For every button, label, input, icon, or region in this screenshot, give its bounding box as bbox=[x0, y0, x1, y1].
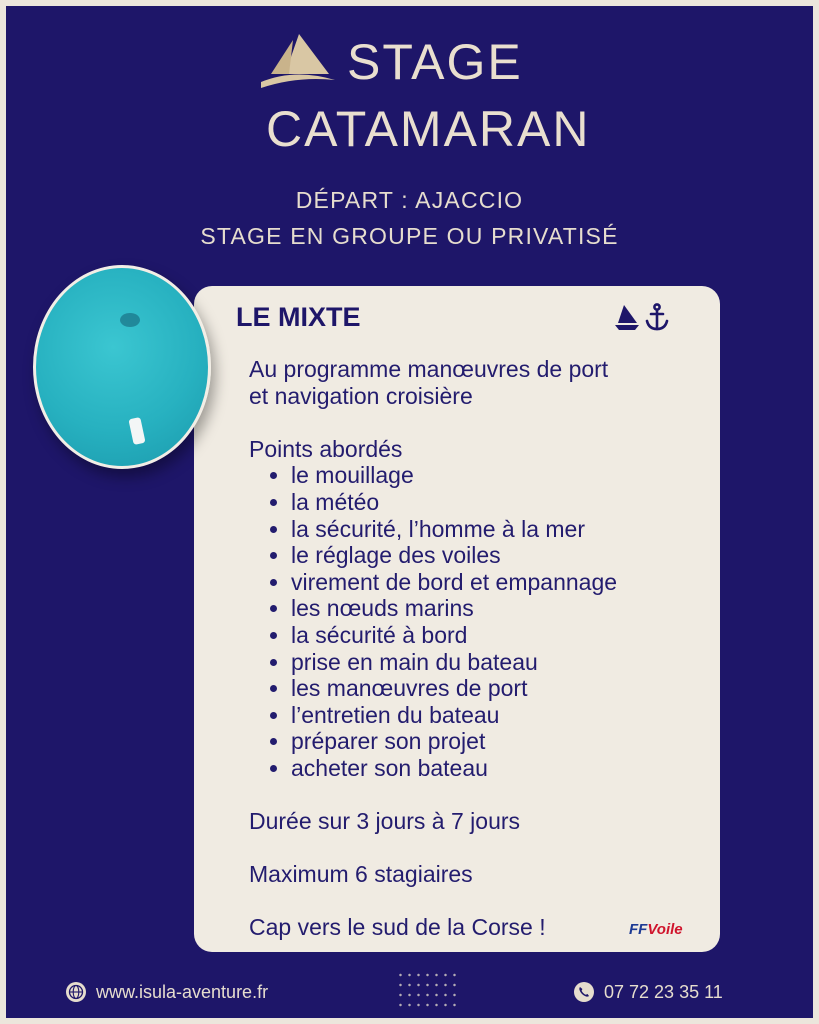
list-item: • la météo bbox=[291, 489, 709, 516]
list-item: • le mouillage bbox=[291, 462, 709, 489]
globe-icon bbox=[66, 982, 86, 1002]
list-item: • la sécurité à bord bbox=[291, 622, 709, 649]
anchor-icon bbox=[647, 304, 667, 329]
list-item: • les nœuds marins bbox=[291, 595, 709, 622]
list-item: • l’entretien du bateau bbox=[291, 702, 709, 729]
list-item: • prise en main du bateau bbox=[291, 649, 709, 676]
list-item: • le réglage des voiles bbox=[291, 542, 709, 569]
card-title: LE MIXTE bbox=[236, 302, 361, 332]
title-line-1: STAGE bbox=[347, 34, 523, 90]
duration-text: Durée sur 3 jours à 7 jours bbox=[249, 808, 521, 835]
catamaran-icon bbox=[128, 417, 145, 445]
website-link[interactable]: www.isula-aventure.fr bbox=[96, 982, 269, 1002]
water-shadow bbox=[120, 313, 140, 327]
list-item: • la sécurité, l’homme à la mer bbox=[291, 516, 709, 543]
points-heading: Points abordés bbox=[249, 435, 403, 462]
intro-line-2: et navigation croisière bbox=[249, 382, 473, 409]
max-participants-text: Maximum 6 stagiaires bbox=[249, 861, 473, 888]
intro-line-1: Au programme manœuvres de port bbox=[249, 356, 609, 382]
website-contact bbox=[66, 982, 268, 1003]
format-text: STAGE EN GROUPE OU PRIVATISÉ bbox=[200, 223, 619, 249]
decorative-dots bbox=[396, 970, 458, 1010]
list-item: • virement de bord et empannage bbox=[291, 569, 709, 596]
phone-number[interactable]: 07 72 23 35 11 bbox=[604, 982, 723, 1002]
ffvoile-logo: FFVoile bbox=[629, 921, 683, 938]
phone-contact bbox=[574, 982, 723, 1003]
sailboat-logo-icon bbox=[255, 30, 337, 94]
card-body bbox=[249, 356, 709, 941]
list-item: • les manœuvres de port bbox=[291, 675, 709, 702]
card-icons bbox=[614, 302, 674, 332]
catamaran-sea-photo bbox=[33, 265, 211, 469]
points-list bbox=[249, 462, 709, 781]
phone-icon bbox=[574, 982, 594, 1002]
title-line-2: CATAMARAN bbox=[266, 101, 591, 157]
departure-text: DÉPART : AJACCIO bbox=[295, 187, 524, 213]
destination-text: Cap vers le sud de la Corse ! bbox=[249, 914, 546, 941]
list-item: • acheter son bateau bbox=[291, 755, 709, 782]
list-item: • préparer son projet bbox=[291, 728, 709, 755]
sailboat-icon bbox=[615, 305, 639, 330]
program-card bbox=[194, 286, 720, 952]
